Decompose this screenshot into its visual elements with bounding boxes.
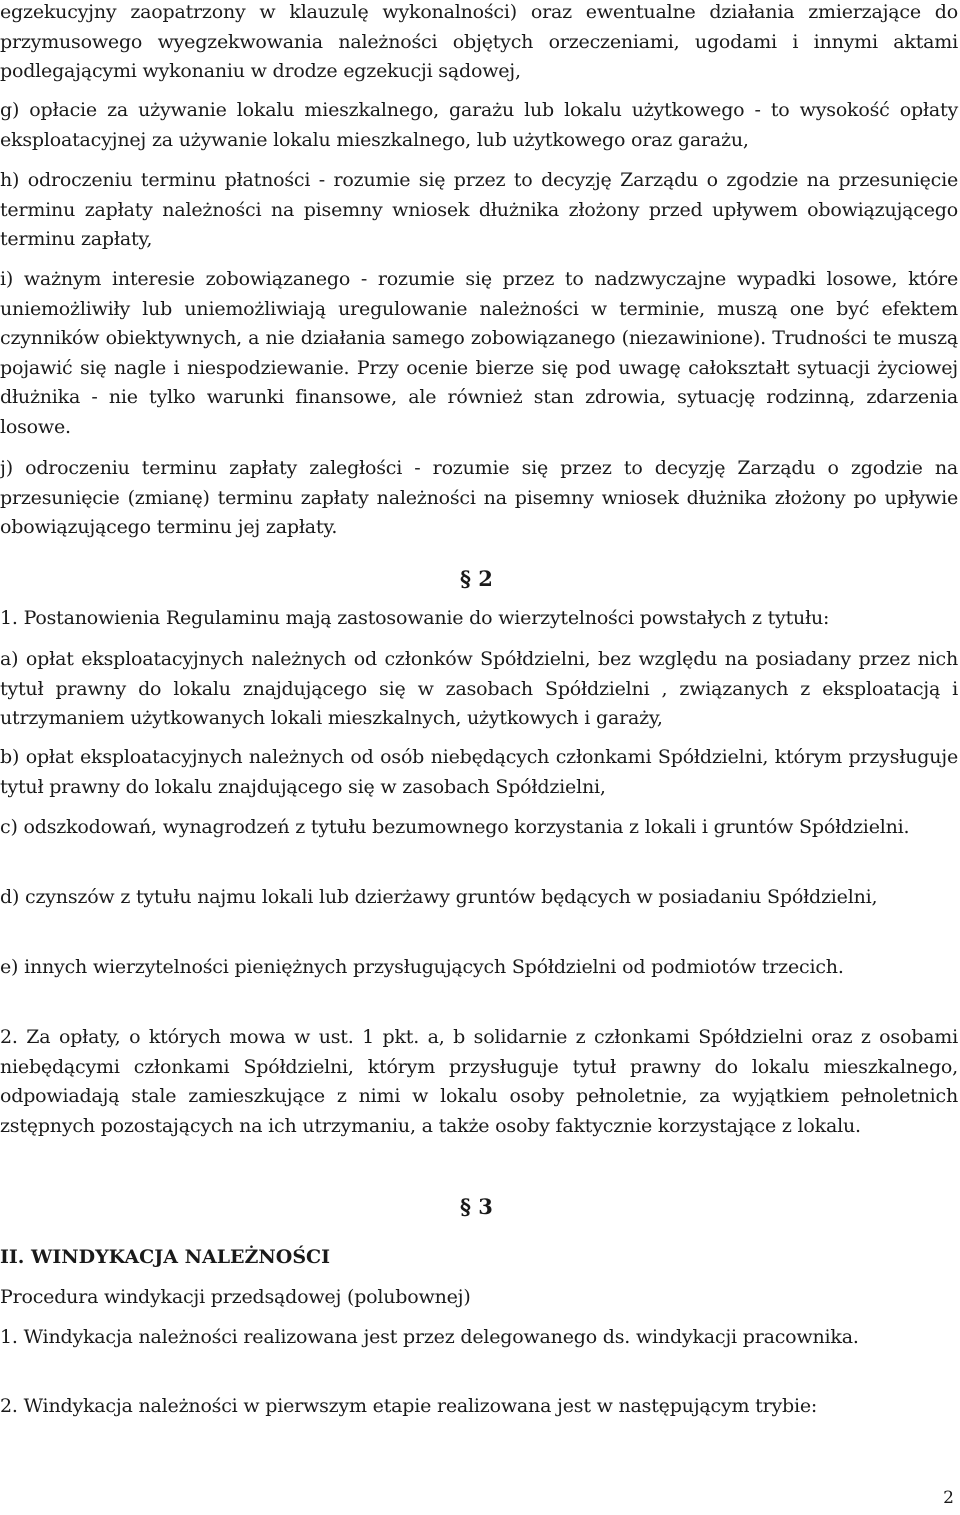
paragraph-d: d) czynszów z tytułu najmu lokali lub dzierżawy gruntów będących w posiadaniu Spółdzielni, — [0, 886, 878, 908]
section-2-heading: § 2 — [460, 566, 493, 591]
paragraph-windykacja-1: 1. Windykacja należności realizowana jest przez delegowanego ds. windykacji pracownika. — [0, 1326, 859, 1348]
procedure-subtitle: Procedura windykacji przedsądowej (polubownej) — [0, 1286, 471, 1308]
chapter-ii-heading: II. WINDYKACJA NALEŻNOŚCI — [0, 1246, 331, 1268]
paragraph-windykacja-2: 2. Windykacja należności w pierwszym etapie realizowana jest w następującym trybie: — [0, 1395, 818, 1417]
paragraph-f-continuation: egzekucyjny zaopatrzony w klauzulę wykonalności) oraz ewentualne działania zmierzające do przymusowego wyegzekwowania należności objętych orzeczeniami, ugodami i innymi aktami podlegającymi wykonaniu w drodze egzekucji sądowej, — [0, 1, 958, 82]
paragraph-g: g) opłacie za używanie lokalu mieszkalnego, garażu lub lokalu użytkowego - to wysokość opłaty eksploatacyjnej za używanie lokalu mieszkalnego, lub użytkowego oraz garażu, — [0, 99, 958, 151]
paragraph-a: a) opłat eksploatacyjnych należnych od członków Spółdzielni, bez względu na posiadany przez nich tytuł prawny do lokalu znajdującego się w zasobach Spółdzielni , związanych z eksploatacją i utrzymaniem użytkowanych lokali mieszkalnych, użytkowych i garaży, — [0, 648, 958, 729]
section-3-heading: § 3 — [460, 1194, 493, 1219]
paragraph-c: c) odszkodowań, wynagrodzeń z tytułu bezumownego korzystania z lokali i gruntów Spółdzielni. — [0, 816, 910, 838]
page-number: 2 — [943, 1488, 954, 1508]
paragraph-h: h) odroczeniu terminu płatności - rozumie się przez to decyzję Zarządu o zgodzie na przesunięcie terminu zapłaty należności na pisemny wniosek dłużnika złożony przed upływem obowiązującego terminu zapłaty, — [0, 169, 958, 250]
paragraph-1: 1. Postanowienia Regulaminu mają zastosowanie do wierzytelności powstałych z tytułu: — [0, 607, 830, 629]
paragraph-i: i) ważnym interesie zobowiązanego - rozumie się przez to nadzwyczajne wypadki losowe, które uniemożliwiły lub uniemożliwiają uregulowanie należności w terminie, muszą one być efektem czynników obiektywnych, a nie działania samego zobowiązanego (niezawinione). Trudności te muszą pojawić się nagle i niespodziewanie. Przy ocenie bierze się pod uwagę całokształt sytuacji życiowej dłużnika - nie tylko warunki finansowe, ale również stan zdrowia, sytuację rodzinną, zdarzenia losowe. — [0, 268, 958, 438]
paragraph-j: j) odroczeniu terminu zapłaty zaległości - rozumie się przez to decyzję Zarządu o zgodzie na przesunięcie (zmianę) terminu zapłaty należności na pisemny wniosek dłużnika złożony po upływie obowiązującego terminu jej zapłaty. — [0, 457, 958, 538]
paragraph-e: e) innych wierzytelności pieniężnych przysługujących Spółdzielni od podmiotów trzecich. — [0, 956, 844, 978]
paragraph-2: 2. Za opłaty, o których mowa w ust. 1 pkt. a, b solidarnie z członkami Spółdzielni oraz z osobami niebędącymi członkami Spółdzielni, którym przysługuje tytuł prawny do lokalu mieszkalnego, odpowiadają stale zamieszkujące z nimi w lokalu osoby pełnoletnie, za wyjątkiem pełnoletnich zstępnych pozostających na ich utrzymaniu, a także osoby faktycznie korzystające z lokalu. — [0, 1026, 958, 1137]
paragraph-b: b) opłat eksploatacyjnych należnych od osób niebędących członkami Spółdzielni, którym przysługuje tytuł prawny do lokalu znajdującego się w zasobach Spółdzielni, — [0, 746, 958, 798]
